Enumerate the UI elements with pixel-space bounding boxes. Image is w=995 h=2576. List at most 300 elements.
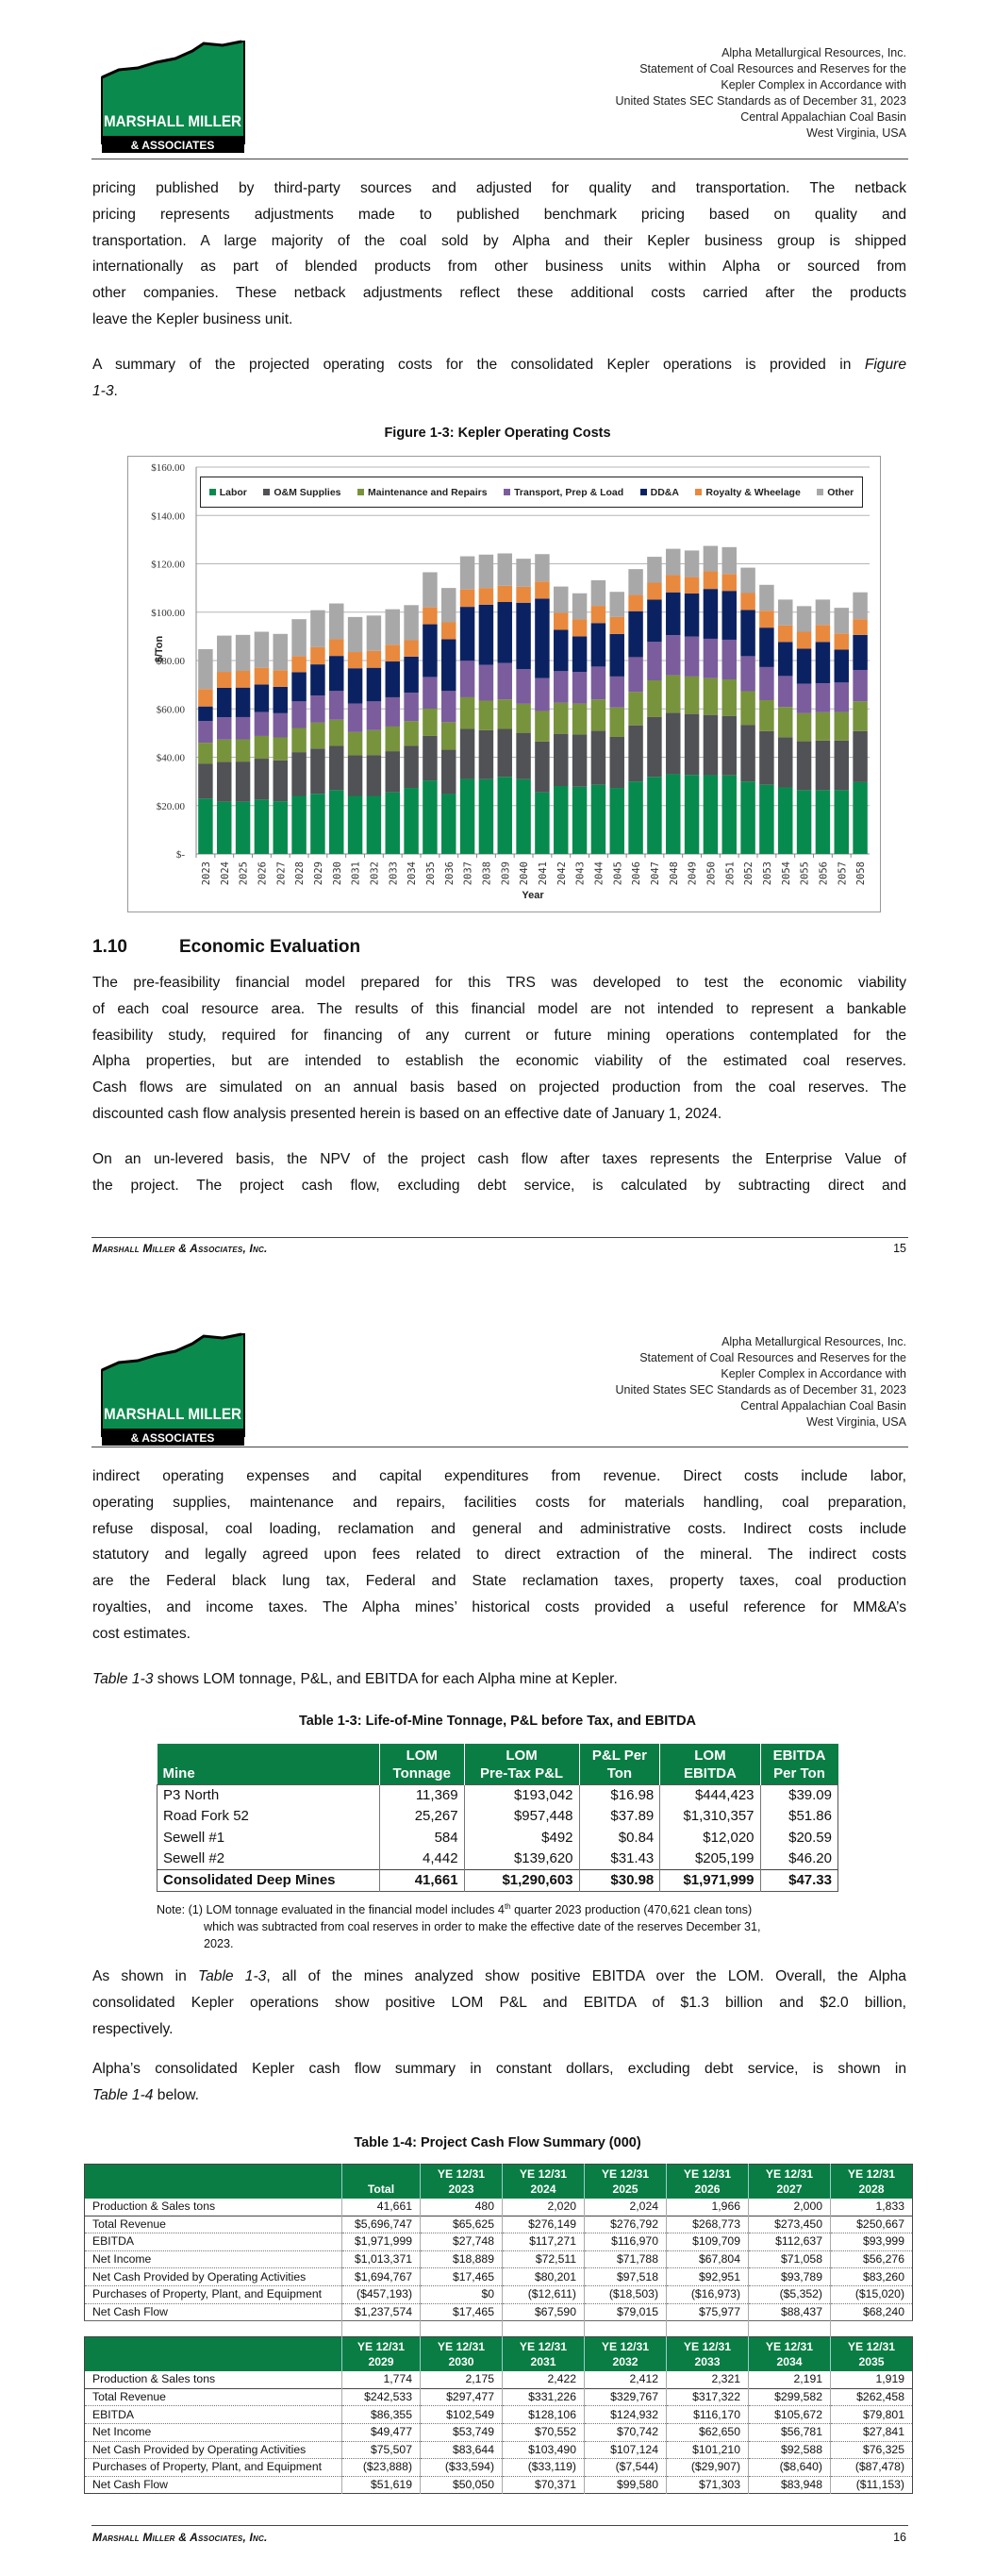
header-line: 2023 xyxy=(448,2183,474,2196)
row-label: Net Cash Flow xyxy=(85,2303,342,2321)
table-cell: $97,518 xyxy=(585,2268,667,2286)
bar-segment-maintenance-and-repairs-2038 xyxy=(479,701,493,730)
table-cell: $27,841 xyxy=(831,2423,913,2441)
bar-segment-o-m-supplies-2039 xyxy=(498,729,512,778)
table-cell: 480 xyxy=(421,2199,503,2216)
bar-segment-royalty-wheelage-2029 xyxy=(310,647,324,664)
bar-segment-maintenance-and-repairs-2028 xyxy=(291,728,306,752)
table-cell: $205,199 xyxy=(660,1848,760,1870)
legend-swatch xyxy=(357,489,364,495)
header-line: United States SEC Standards as of December 31, 2023 xyxy=(615,1382,906,1397)
total-cell: $47.33 xyxy=(760,1870,837,1892)
x-tick-label: 2049 xyxy=(687,861,699,886)
table-cell: $297,477 xyxy=(421,2388,503,2406)
bar-segment-labor-2028 xyxy=(291,796,306,855)
bar-segment-dd-a-2042 xyxy=(554,629,568,671)
paragraph-line: indirect operating expenses and capital expenditures from revenue. Direct costs include labor, xyxy=(92,1468,906,1484)
bar-segment-maintenance-and-repairs-2056 xyxy=(816,712,830,741)
bar-segment-royalty-wheelage-2058 xyxy=(853,619,867,635)
x-tick-label: 2034 xyxy=(406,861,419,886)
paragraph-ebitda: As shown in Table 1-3, all of the mines analyzed show positive EBITDA over the LOM. Overall, the Alpha consolidated Kepler operations show positive LOM P&L and EBITDA of $1.3 billion and $2.0 billion, respectively. xyxy=(92,1968,906,2037)
table-cell: $957,448 xyxy=(464,1806,579,1827)
table-cell: 2,191 xyxy=(749,2371,831,2388)
bar-segment-o-m-supplies-2035 xyxy=(423,736,437,780)
bar-segment-labor-2030 xyxy=(329,790,343,854)
x-tick-label: 2033 xyxy=(388,861,400,886)
header-line: YE 12/31 xyxy=(683,2167,732,2181)
bar-segment-maintenance-and-repairs-2041 xyxy=(535,711,549,742)
table-row xyxy=(85,2406,913,2424)
bar-segment-labor-2041 xyxy=(535,793,549,854)
table-row xyxy=(85,2268,913,2286)
bar-segment-royalty-wheelage-2049 xyxy=(685,577,699,594)
table-row xyxy=(85,2388,913,2406)
company-logo xyxy=(100,38,246,170)
bar-segment-transport-prep-load-2045 xyxy=(610,677,624,708)
bar-segment-labor-2029 xyxy=(310,794,324,854)
bar-segment-maintenance-and-repairs-2048 xyxy=(666,676,680,713)
column-header xyxy=(342,2337,421,2372)
paragraph-costs xyxy=(92,1464,906,1647)
legend-label: DD&A xyxy=(650,486,679,498)
table-cell: $75,507 xyxy=(342,2441,421,2459)
bar-segment-other-2032 xyxy=(367,615,381,650)
paragraph-line: discounted cash flow analysis presented herein is based on an effective date of January 1, 2024. xyxy=(92,1105,722,1122)
table-cell: 4,442 xyxy=(379,1848,464,1870)
paragraph-economic-evaluation xyxy=(92,970,906,1128)
bar-segment-labor-2043 xyxy=(572,787,587,854)
bar-segment-transport-prep-load-2038 xyxy=(479,665,493,701)
figure-caption: Figure 1-3: Kepler Operating Costs xyxy=(384,426,611,441)
bar-segment-o-m-supplies-2043 xyxy=(572,734,587,786)
bar-segment-transport-prep-load-2037 xyxy=(460,661,474,697)
table-cell: $117,271 xyxy=(503,2233,585,2251)
header-line: 2035 xyxy=(858,2355,885,2369)
bar-segment-dd-a-2050 xyxy=(704,589,718,639)
table-cell: $17,465 xyxy=(421,2303,503,2321)
bar-segment-o-m-supplies-2058 xyxy=(853,731,867,782)
column-header xyxy=(660,1744,760,1785)
table-cell: $86,355 xyxy=(342,2406,421,2424)
row-label: Purchases of Property, Plant, and Equipment xyxy=(85,2285,342,2303)
y-tick-label: $40.00 xyxy=(156,752,185,764)
header-line: YE 12/31 xyxy=(683,2340,732,2354)
table-reference: Table 1-3 xyxy=(92,1671,154,1687)
x-tick-label: 2058 xyxy=(855,861,868,886)
table-row xyxy=(85,2441,913,2459)
header-line: Tonnage xyxy=(392,1765,451,1781)
table-reference: Table 1-4 xyxy=(92,2086,154,2103)
table-cell: $329,767 xyxy=(585,2388,667,2406)
header-line: 2024 xyxy=(530,2183,556,2196)
table-cell: $16.98 xyxy=(579,1785,660,1807)
bar-segment-maintenance-and-repairs-2047 xyxy=(647,680,661,717)
bar-segment-transport-prep-load-2051 xyxy=(722,640,737,679)
paragraph-line: cost estimates. xyxy=(92,1625,191,1642)
total-row xyxy=(158,1870,838,1892)
bar-segment-royalty-wheelage-2039 xyxy=(498,586,512,602)
bar-segment-transport-prep-load-2043 xyxy=(572,672,587,704)
paragraph-line: internationally as part of blended products from other business units within Alpha or sourced from xyxy=(92,259,906,276)
header-line: YE 12/31 xyxy=(765,2167,814,2181)
table-cell: 2,000 xyxy=(749,2199,831,2216)
legend-item xyxy=(504,487,623,498)
bar-segment-royalty-wheelage-2036 xyxy=(441,623,456,640)
legend-item xyxy=(263,487,340,498)
bar-segment-other-2025 xyxy=(236,635,250,671)
bar-segment-royalty-wheelage-2044 xyxy=(591,606,605,623)
table-cell: $116,170 xyxy=(667,2406,749,2424)
bar-segment-other-2056 xyxy=(816,599,830,625)
row-label: Total Revenue xyxy=(85,2388,342,2406)
mine-name: P3 North xyxy=(163,1787,220,1804)
bar-segment-other-2058 xyxy=(853,593,867,619)
row-label: Net Income xyxy=(85,2250,342,2268)
bar-segment-dd-a-2024 xyxy=(217,688,231,717)
table-cell: $1,013,371 xyxy=(342,2250,421,2268)
table-cell: $276,149 xyxy=(503,2216,585,2233)
bar-segment-other-2042 xyxy=(554,587,568,613)
row-label: Production & Sales tons xyxy=(92,2372,216,2386)
header-row xyxy=(85,2337,913,2372)
paragraph-line: Cash flows are simulated on an annual basis based on projected production from the coal reserves. The xyxy=(92,1079,906,1096)
y-tick-label: $20.00 xyxy=(156,800,185,812)
table-cell: $39.09 xyxy=(760,1785,837,1807)
bar-segment-transport-prep-load-2026 xyxy=(255,712,269,736)
bar-segment-o-m-supplies-2048 xyxy=(666,712,680,774)
y-tick-label: $120.00 xyxy=(151,559,185,571)
bar-segment-royalty-wheelage-2040 xyxy=(516,587,530,603)
column-header xyxy=(831,2165,913,2200)
table-cell: $12,020 xyxy=(660,1828,760,1848)
table-cell: $83,260 xyxy=(831,2268,913,2286)
bar-segment-transport-prep-load-2055 xyxy=(797,684,811,713)
bar-segment-labor-2039 xyxy=(498,777,512,854)
bar-segment-dd-a-2048 xyxy=(666,593,680,635)
bar-segment-royalty-wheelage-2024 xyxy=(217,672,231,688)
bar-segment-maintenance-and-repairs-2057 xyxy=(835,712,849,741)
bar-segment-maintenance-and-repairs-2049 xyxy=(685,677,699,714)
bar-segment-other-2039 xyxy=(498,553,512,585)
bar-segment-maintenance-and-repairs-2054 xyxy=(778,707,792,737)
header-line: LOM xyxy=(694,1748,726,1764)
header-line: Total xyxy=(367,2183,395,2196)
paragraph-line: On an un-levered basis, the NPV of the project cash flow after taxes represents the Enterprise Value of xyxy=(92,1151,906,1167)
legend-item xyxy=(695,487,800,498)
table-cell: $51,619 xyxy=(342,2476,421,2494)
bar-segment-other-2038 xyxy=(479,555,493,588)
bar-segment-maintenance-and-repairs-2051 xyxy=(722,679,737,716)
header-line: 2031 xyxy=(530,2355,556,2369)
x-tick-label: 2023 xyxy=(200,861,212,886)
bar-segment-royalty-wheelage-2047 xyxy=(647,582,661,599)
bar-segment-transport-prep-load-2031 xyxy=(348,704,362,732)
bar-segment-labor-2046 xyxy=(628,781,642,854)
bar-segment-other-2028 xyxy=(291,619,306,656)
table-cell: $299,582 xyxy=(749,2388,831,2406)
bar-segment-maintenance-and-repairs-2031 xyxy=(348,732,362,756)
x-tick-label: 2025 xyxy=(238,861,250,886)
bar-segment-transport-prep-load-2053 xyxy=(759,667,773,700)
table-row xyxy=(85,2199,913,2216)
header-line: LOM xyxy=(406,1748,438,1764)
bar-segment-transport-prep-load-2033 xyxy=(386,697,400,727)
table-cell: $62,650 xyxy=(667,2423,749,2441)
table-cell: $124,932 xyxy=(585,2406,667,2424)
x-tick-label: 2045 xyxy=(612,861,624,886)
legend-item xyxy=(209,487,247,498)
header-row xyxy=(85,2165,913,2200)
table-cell: 584 xyxy=(379,1828,464,1848)
bar-segment-transport-prep-load-2041 xyxy=(535,678,549,711)
header-line: United States SEC Standards as of December 31, 2023 xyxy=(615,93,906,108)
column-header xyxy=(749,2165,831,2200)
legend-item xyxy=(640,487,679,498)
bar-segment-royalty-wheelage-2030 xyxy=(329,639,343,656)
table-cell: 1,774 xyxy=(342,2371,421,2388)
bar-segment-royalty-wheelage-2026 xyxy=(255,668,269,685)
column-header xyxy=(749,2337,831,2372)
table-cell: 2,175 xyxy=(421,2371,503,2388)
bar-segment-other-2040 xyxy=(516,559,530,587)
bar-segment-maintenance-and-repairs-2032 xyxy=(367,730,381,755)
row-label: Net Cash Provided by Operating Activities xyxy=(85,2441,342,2459)
bar-segment-maintenance-and-repairs-2050 xyxy=(704,678,718,715)
bar-segment-transport-prep-load-2042 xyxy=(554,671,568,703)
table-cell: $1,310,357 xyxy=(660,1806,760,1827)
bar-segment-dd-a-2046 xyxy=(628,611,642,658)
column-header xyxy=(667,2337,749,2372)
bar-segment-dd-a-2057 xyxy=(835,649,849,682)
bar-segment-transport-prep-load-2027 xyxy=(274,713,288,738)
svg-text:& ASSOCIATES: & ASSOCIATES xyxy=(130,1431,215,1445)
bar-segment-labor-2055 xyxy=(797,790,811,854)
column-header xyxy=(585,2337,667,2372)
header-line: Kepler Complex in Accordance with xyxy=(721,77,906,92)
bar-segment-transport-prep-load-2030 xyxy=(329,691,343,719)
bar-segment-maintenance-and-repairs-2037 xyxy=(460,697,474,729)
bar-segment-dd-a-2030 xyxy=(329,656,343,691)
table-cell: $250,667 xyxy=(831,2216,913,2233)
x-tick-label: 2047 xyxy=(649,861,661,886)
table-cell: 1,966 xyxy=(667,2199,749,2216)
bar-segment-o-m-supplies-2030 xyxy=(329,745,343,790)
bar-segment-labor-2053 xyxy=(759,785,773,854)
column-header xyxy=(579,1744,660,1785)
bar-segment-dd-a-2027 xyxy=(274,687,288,713)
table-row xyxy=(158,1848,838,1870)
header-line: 2025 xyxy=(612,2183,638,2196)
svg-text:MARSHALL MILLER: MARSHALL MILLER xyxy=(104,112,241,130)
bar-segment-royalty-wheelage-2051 xyxy=(722,574,737,591)
bar-segment-o-m-supplies-2052 xyxy=(740,725,755,781)
paragraph-line: other companies. These netback adjustments reflect these additional costs carried after the products xyxy=(92,285,906,301)
table-cell: $103,490 xyxy=(503,2441,585,2459)
x-tick-label: 2054 xyxy=(780,861,792,886)
bar-segment-transport-prep-load-2024 xyxy=(217,717,231,740)
header-line: 2033 xyxy=(694,2355,721,2369)
bar-segment-other-2044 xyxy=(591,580,605,606)
total-cell: $1,290,603 xyxy=(464,1870,579,1892)
table-cell: ($457,193) xyxy=(342,2285,421,2303)
row-label: EBITDA xyxy=(85,2406,342,2424)
header-line: Statement of Coal Resources and Reserves for the xyxy=(639,1350,906,1364)
table-reference: Table 1-3 xyxy=(198,1968,267,1984)
paragraph-line: statutory and legally agreed upon fees related to direct extraction of the mineral. The indirect costs xyxy=(92,1547,906,1564)
bar-segment-o-m-supplies-2027 xyxy=(274,761,288,801)
bar-segment-o-m-supplies-2047 xyxy=(647,717,661,777)
bar-segment-o-m-supplies-2042 xyxy=(554,734,568,786)
bar-segment-maintenance-and-repairs-2039 xyxy=(498,699,512,728)
bar-segment-transport-prep-load-2044 xyxy=(591,666,605,699)
paragraph-line: feasibility study, required for financing of any current or future mining operations contemplated for the xyxy=(92,1027,906,1044)
legend-swatch xyxy=(695,489,702,495)
table-cell: ($5,352) xyxy=(749,2285,831,2303)
table-cell: ($18,503) xyxy=(585,2285,667,2303)
legend-swatch xyxy=(209,489,216,495)
table-cell: $101,210 xyxy=(667,2441,749,2459)
table-cell: 2,321 xyxy=(667,2371,749,2388)
table-note: Note: (1) LOM tonnage evaluated in the financial model includes 4th quarter 2023 production (470,621 clean tons) which was subtracted from coal reserves in order to make the effective date of the reserves December 31, 2023. xyxy=(157,1902,761,1951)
bar-segment-other-2043 xyxy=(572,594,587,620)
bar-segment-o-m-supplies-2049 xyxy=(685,714,699,776)
header-line: Alpha Metallurgical Resources, Inc. xyxy=(721,46,906,59)
table-cell: $331,226 xyxy=(503,2388,585,2406)
x-tick-label: 2038 xyxy=(481,861,493,886)
bar-segment-dd-a-2036 xyxy=(441,639,456,691)
table-row xyxy=(85,2423,913,2441)
table-cell: $67,590 xyxy=(503,2303,585,2321)
table-cell: $0 xyxy=(421,2285,503,2303)
paragraph-line: leave the Kepler business unit. xyxy=(92,310,293,327)
header-line: YE 12/31 xyxy=(437,2340,486,2354)
column-header xyxy=(342,2165,421,2200)
bar-segment-maintenance-and-repairs-2055 xyxy=(797,713,811,742)
table-row xyxy=(158,1828,838,1848)
bar-segment-dd-a-2037 xyxy=(460,607,474,661)
bar-segment-royalty-wheelage-2042 xyxy=(554,613,568,630)
row-label: Net Cash Flow xyxy=(85,2476,342,2494)
bar-segment-other-2027 xyxy=(274,634,288,670)
table-cell: $83,948 xyxy=(749,2476,831,2494)
table-cell: $56,781 xyxy=(749,2423,831,2441)
bar-segment-royalty-wheelage-2057 xyxy=(835,633,849,649)
x-tick-label: 2044 xyxy=(593,861,605,886)
legend-label: Royalty & Wheelage xyxy=(705,486,801,498)
table-cell: ($12,611) xyxy=(503,2285,585,2303)
table-cell: 25,267 xyxy=(379,1806,464,1827)
bar-segment-royalty-wheelage-2052 xyxy=(740,594,755,611)
bar-segment-transport-prep-load-2028 xyxy=(291,701,306,728)
column-header xyxy=(85,2337,342,2372)
bar-segment-royalty-wheelage-2054 xyxy=(778,626,792,642)
x-tick-label: 2043 xyxy=(574,861,587,886)
bar-segment-dd-a-2032 xyxy=(367,668,381,702)
bar-segment-other-2049 xyxy=(685,550,699,577)
table-cell: 1,919 xyxy=(831,2371,913,2388)
header-line: 2030 xyxy=(448,2355,474,2369)
table-cell: 1,833 xyxy=(831,2199,913,2216)
x-tick-label: 2030 xyxy=(331,861,343,886)
table-cell: $76,325 xyxy=(831,2441,913,2459)
table-cell: $444,423 xyxy=(660,1785,760,1807)
bar-segment-o-m-supplies-2053 xyxy=(759,731,773,785)
column-header xyxy=(503,2337,585,2372)
table-cell: $20.59 xyxy=(760,1828,837,1848)
table-cell: $92,951 xyxy=(667,2268,749,2286)
bar-segment-o-m-supplies-2051 xyxy=(722,716,737,776)
bar-segment-labor-2058 xyxy=(853,782,867,854)
table-cell: 2,412 xyxy=(585,2371,667,2388)
table-cell: $92,588 xyxy=(749,2441,831,2459)
total-cell: 41,661 xyxy=(379,1870,464,1892)
bar-segment-royalty-wheelage-2055 xyxy=(797,632,811,649)
table-cell: ($87,478) xyxy=(831,2459,913,2477)
bar-segment-labor-2034 xyxy=(404,788,418,854)
row-label: Purchases of Property, Plant, and Equipment xyxy=(85,2459,342,2477)
x-tick-label: 2051 xyxy=(724,861,737,886)
y-tick-label: $80.00 xyxy=(156,656,185,667)
bar-segment-maintenance-and-repairs-2033 xyxy=(386,727,400,751)
table-cell: 2,020 xyxy=(503,2199,585,2216)
bar-segment-dd-a-2023 xyxy=(198,707,212,721)
bar-segment-o-m-supplies-2028 xyxy=(291,752,306,795)
legend-swatch xyxy=(640,489,647,495)
footer-divider xyxy=(91,2525,908,2526)
bar-segment-other-2037 xyxy=(460,557,474,590)
row-label: Net Income xyxy=(85,2423,342,2441)
paragraph-summary: A summary of the projected operating costs for the consolidated Kepler operations is provided in Figure 1-3. xyxy=(92,357,907,399)
x-tick-label: 2048 xyxy=(668,861,680,886)
table-cell: $102,549 xyxy=(421,2406,503,2424)
legend-swatch xyxy=(504,489,510,495)
footer-company: Marshall Miller & Associates, Inc. xyxy=(92,2531,268,2544)
legend-label: O&M Supplies xyxy=(274,486,341,498)
bar-segment-labor-2024 xyxy=(217,802,231,854)
paragraph-line: are the Federal black lung tax, Federal and State reclamation taxes, property taxes, coal production xyxy=(92,1573,906,1589)
figure-reference: Figure xyxy=(864,357,907,373)
table-cell: $46.20 xyxy=(760,1848,837,1870)
table-cell: $83,644 xyxy=(421,2441,503,2459)
bar-segment-labor-2047 xyxy=(647,777,661,854)
column-header xyxy=(760,1744,837,1785)
bar-segment-other-2029 xyxy=(310,611,324,647)
table-cell: $79,015 xyxy=(585,2303,667,2321)
table-row xyxy=(85,2371,913,2388)
bar-segment-labor-2027 xyxy=(274,801,288,854)
bar-segment-other-2052 xyxy=(740,568,755,594)
y-axis-title: $/Ton xyxy=(154,635,165,663)
bar-segment-dd-a-2025 xyxy=(236,688,250,717)
bar-segment-other-2053 xyxy=(759,585,773,611)
header-line: West Virginia, USA xyxy=(806,125,906,140)
column-header xyxy=(585,2165,667,2200)
bar-segment-other-2048 xyxy=(666,549,680,576)
header-line: YE 12/31 xyxy=(765,2340,814,2354)
table-row xyxy=(85,2250,913,2268)
table-cell: $31.43 xyxy=(579,1848,660,1870)
table-cell: $116,970 xyxy=(585,2233,667,2251)
table-cell: $105,672 xyxy=(749,2406,831,2424)
bar-segment-o-m-supplies-2024 xyxy=(217,761,231,801)
row-label: Production & Sales tons xyxy=(92,2200,216,2214)
x-tick-label: 2046 xyxy=(631,861,643,886)
bar-segment-other-2047 xyxy=(647,557,661,582)
bar-segment-labor-2045 xyxy=(610,788,624,854)
bar-segment-dd-a-2047 xyxy=(647,599,661,642)
table-cell: $71,303 xyxy=(667,2476,749,2494)
bar-segment-transport-prep-load-2052 xyxy=(740,656,755,691)
